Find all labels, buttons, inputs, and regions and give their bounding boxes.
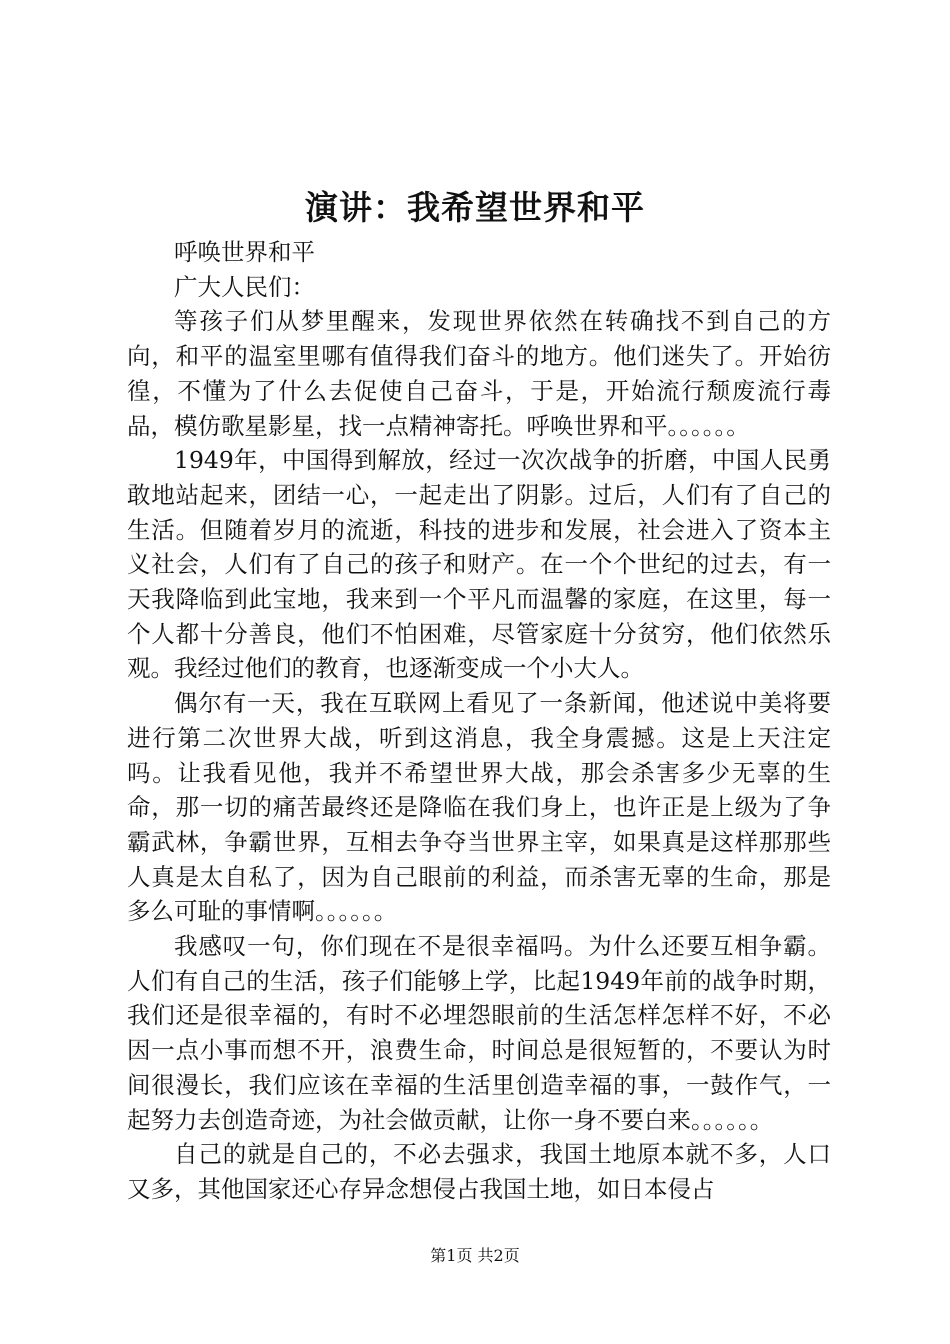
page-footer: 第1页 共2页 (430, 1246, 520, 1265)
paragraph-salutation: 广大人民们： (174, 272, 315, 301)
paragraph-heading: 呼唤世界和平 (174, 238, 315, 266)
paragraph: 1949年，中国得到解放，经过一次次战争的折磨，中国人民勇敢地站起来，团结一心，一起走出了阴影。过后，人们有了自己的生活。但随着岁月的流逝，科技的进步和发展，社会进入了资本主义社会，人们有了自己的孩子和财产。在一个个世纪的过去，有一天我降临到此宝地，我来到一个平凡而温馨的家庭，在这里，每一个人都十分善良，他们不怕困难，尽管家庭十分贫穷，他们依然乐观。我经过他们的教育，也逐渐变成一个小大人。 (127, 446, 831, 683)
document-body (127, 235, 831, 1207)
paragraph: 自己的就是自己的，不必去强求，我国土地原本就不多，人口又多，其他国家还心存异念想侵占我国土地，如日本侵占 (127, 1140, 831, 1203)
paragraph: 我感叹一句，你们现在不是很幸福吗。为什么还要互相争霸。人们有自己的生活，孩子们能够上学，比起1949年前的战争时期，我们还是很幸福的，有时不必埋怨眼前的生活怎样怎样不好，不必因一点小事而想不开，浪费生命，时间总是很短暂的，不要认为时间很漫长，我们应该在幸福的生活里创造幸福的事，一鼓作气，一起努力去创造奇迹，为社会做贡献，让你一身不要白来。。。。。。 (127, 932, 831, 1134)
paragraph: 等孩子们从梦里醒来，发现世界依然在转确找不到自己的方向，和平的温室里哪有值得我们奋斗的地方。他们迷失了。开始彷徨，不懂为了什么去促使自己奋斗，于是，开始流行颓废流行毒品，模仿歌星影星，找一点精神寄托。呼唤世界和平。。。。。。 (127, 307, 831, 440)
document-title: 演讲：我希望世界和平 (305, 188, 645, 227)
paragraph: 偶尔有一天，我在互联网上看见了一条新闻，他述说中美将要进行第二次世界大战，听到这消息，我全身震撼。这是上天注定吗。让我看见他，我并不希望世界大战，那会杀害多少无辜的生命，那一切的痛苦最终还是降临在我们身上，也许正是上级为了争霸武林，争霸世界，互相去争夺当世界主宰，如果真是这样那那些人真是太自私了，因为自己眼前的利益，而杀害无辜的生命，那是多么可耻的事情啊。。。。。。 (127, 689, 831, 926)
